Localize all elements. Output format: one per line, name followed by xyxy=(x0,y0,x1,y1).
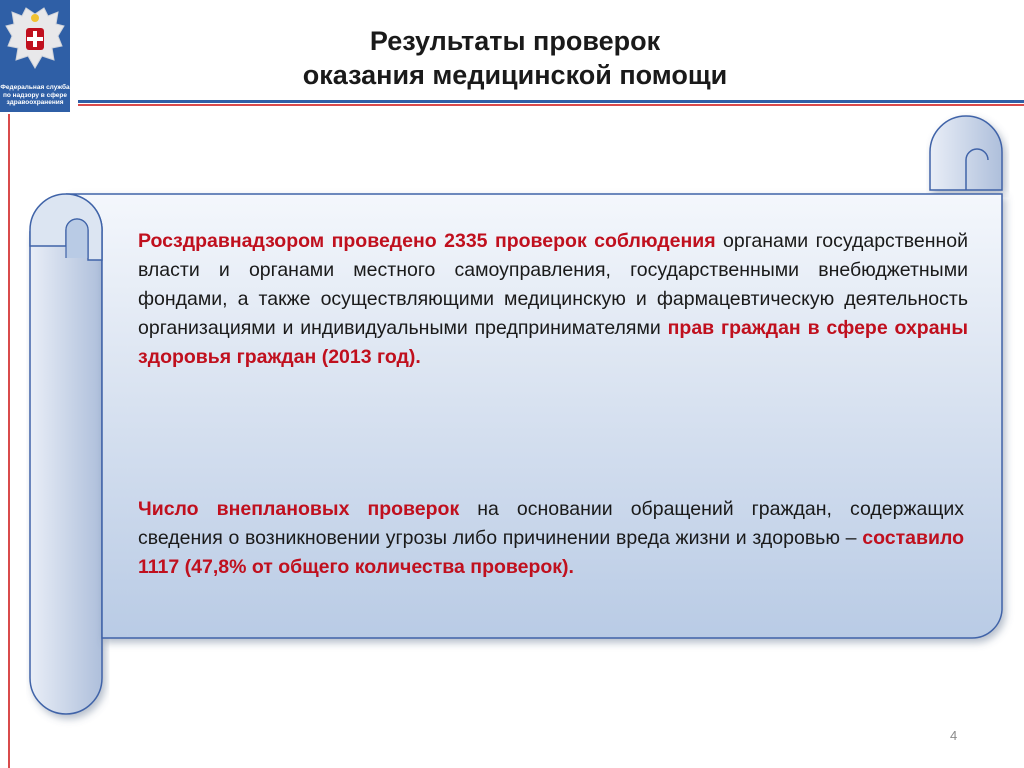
summary-body: органами государственной власти и органами местного самоуправления, государственными внебюджетными фондами, а также осуществляющими медицинскую и фармацевтическую деятельность организациями и индивидуальными предпринимателями xyxy=(138,230,969,339)
unscheduled-emphasis: составило 1117 (47,8% от общего количества проверок). xyxy=(138,527,965,578)
inspections-summary xyxy=(138,227,968,372)
scroll-top-roll xyxy=(930,116,1002,190)
unscheduled-lead: Число внеплановых проверок xyxy=(138,498,460,520)
summary-lead: Росздравнадзором проведено 2335 проверок соблюдения xyxy=(138,230,716,252)
page-number: 4 xyxy=(950,728,958,743)
title-line-2: оказания медицинской помощи xyxy=(302,60,728,90)
scroll-left-roll xyxy=(30,232,102,714)
unscheduled-inspections xyxy=(138,495,964,582)
logo-caption: Федеральная служба по надзору в сфере здравоохранения xyxy=(0,84,70,106)
summary-emphasis: прав граждан в сфере охраны здоровья граждан (2013 год). xyxy=(138,317,968,368)
unscheduled-body: на основании обращений граждан, содержащих сведения о возникновении угрозы либо причинении вреда жизни и здоровью – xyxy=(138,498,965,549)
title-line-1: Результаты проверок xyxy=(369,26,661,56)
